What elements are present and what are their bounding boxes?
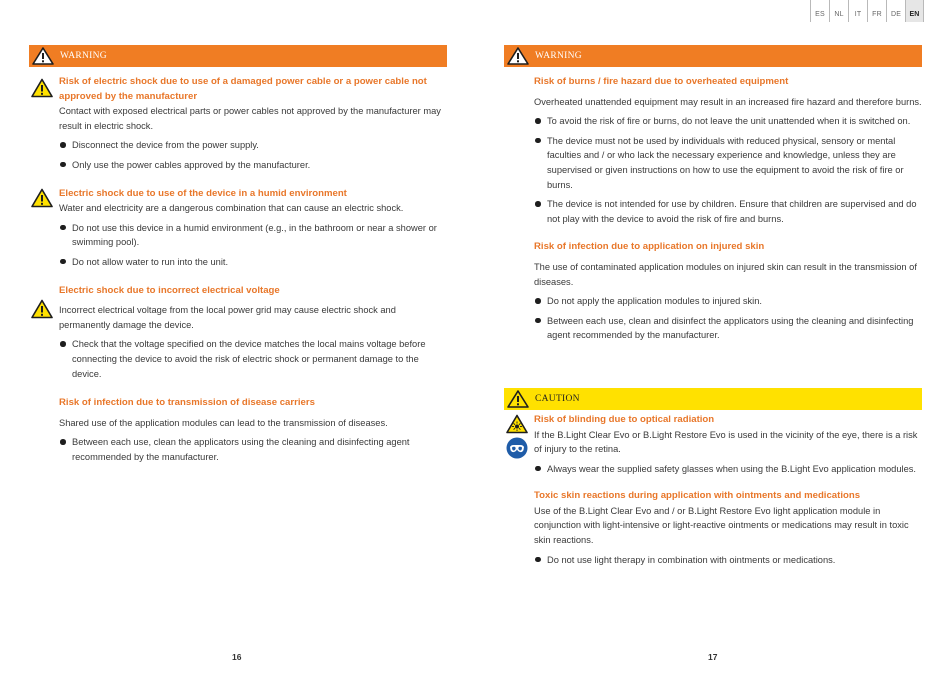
caution-banner	[504, 388, 922, 410]
section-heading: Risk of burns / fire hazard due to overheated equipment	[534, 76, 789, 87]
section-text: Use of the B.Light Clear Evo and / or B.Light Restore Evo light application module in conjunction with light-intensive or light-reactive ointments or medications may result in toxic skin reactions.	[534, 505, 909, 546]
warning-section-burns	[504, 75, 922, 226]
caution-triangle-icon	[507, 390, 529, 408]
page-number: 16	[232, 652, 242, 662]
bullet-item: To avoid the risk of fire or burns, do not leave the unit unattended when it is switched on.	[534, 114, 922, 129]
page-number: 17	[708, 652, 718, 662]
warning-section-infection	[29, 396, 447, 464]
lang-tab-es[interactable]: ES	[810, 0, 829, 22]
warning-triangle-icon	[32, 47, 54, 65]
section-text: Shared use of the application modules can lead to the transmission of diseases.	[59, 417, 388, 428]
section-heading: Risk of electric shock due to use of a damaged power cable or a power cable not approved by the manufacturer	[59, 76, 427, 102]
warning-section-humid	[29, 187, 447, 270]
bullet-item: The device must not be used by individuals with reduced physical, sensory or mental faculties and / or who lack the necessary experience and knowledge, unless they are supervised or given instructions on how to use the equipment to avoid the risk of fire or burns.	[534, 134, 922, 192]
warning-triangle-icon	[31, 299, 53, 319]
bullet-item: Do not allow water to run into the unit.	[59, 255, 447, 270]
lang-tab-fr[interactable]: FR	[867, 0, 886, 22]
warning-triangle-icon	[31, 78, 53, 98]
lang-tab-de[interactable]: DE	[886, 0, 905, 22]
warning-banner	[29, 45, 447, 67]
warning-triangle-icon	[31, 188, 53, 208]
right-page	[504, 45, 922, 567]
section-heading: Toxic skin reactions during application with ointments and medications	[534, 490, 861, 502]
warning-section-voltage	[29, 284, 447, 382]
section-heading: Electric shock due to use of the device in a humid environment	[59, 187, 347, 199]
bullet-item: Always wear the supplied safety glasses when using the B.Light Evo application modules.	[534, 462, 922, 477]
section-text: Contact with exposed electrical parts or power cables not approved by the manufacturer may result in electric shock.	[59, 106, 441, 131]
bullet-item: Only use the power cables approved by the manufacturer.	[59, 158, 447, 173]
warning-banner-label: WARNING	[535, 51, 582, 61]
section-text: The use of contaminated application modules on injured skin can result in the transmission of diseases.	[534, 261, 917, 287]
section-text: Water and electricity are a dangerous combination that can cause an electric shock.	[59, 203, 404, 214]
bullet-item: Check that the voltage specified on the device matches the local mains voltage before connecting the device to avoid the risk of electric shock or permanent damage to the device.	[59, 337, 447, 381]
warning-triangle-icon	[507, 47, 529, 65]
lang-tab-en[interactable]: EN	[905, 0, 924, 22]
section-text: Incorrect electrical voltage from the local power grid may cause electric shock and permanently damage the device.	[59, 305, 396, 330]
lang-tab-it[interactable]: IT	[848, 0, 867, 22]
bullet-item: Do not use this device in a humid environment (e.g., in the bathroom or near a shower or swimming pool).	[59, 221, 447, 250]
bullet-item: Between each use, clean the applicators using the cleaning and disinfecting agent recommended by the manufacturer.	[59, 435, 447, 464]
section-text: If the B.Light Clear Evo or B.Light Restore Evo is used in the vicinity of the eye, there is a risk of injury to the retina.	[534, 429, 918, 455]
warning-section-damaged-cable	[29, 75, 447, 173]
warning-banner	[504, 45, 922, 67]
section-heading: Electric shock due to incorrect electrical voltage	[59, 284, 280, 296]
section-heading: Risk of infection due to transmission of disease carriers	[59, 397, 315, 409]
bullet-item: The device is not intended for use by children. Ensure that children are supervised and do not play with the device to avoid the risk of fire and burns.	[534, 197, 922, 226]
left-page	[29, 45, 447, 464]
warning-banner-label: WARNING	[60, 51, 107, 61]
safety-glasses-icon	[506, 437, 528, 459]
bullet-item: Do not use light therapy in combination with ointments or medications.	[534, 553, 922, 568]
bullet-item: Disconnect the device from the power supply.	[59, 138, 447, 153]
laser-radiation-icon	[506, 414, 528, 434]
caution-banner-label: CAUTION	[535, 393, 580, 404]
caution-section-optical	[504, 413, 922, 476]
caution-section-toxic-skin	[504, 489, 922, 567]
bullet-item: Between each use, clean and disinfect the applicators using the cleaning and disinfecting agent recommended by the manufacturer.	[534, 314, 922, 343]
section-text: Overheated unattended equipment may result in an increased fire hazard and therefore burns.	[534, 96, 922, 107]
section-heading: Risk of blinding due to optical radiation	[534, 413, 715, 425]
bullet-item: Do not apply the application modules to injured skin.	[534, 294, 922, 309]
warning-section-injured-skin	[504, 240, 922, 343]
language-tabs	[810, 0, 924, 22]
section-heading: Risk of infection due to application on injured skin	[534, 241, 765, 253]
lang-tab-nl[interactable]: NL	[829, 0, 848, 22]
